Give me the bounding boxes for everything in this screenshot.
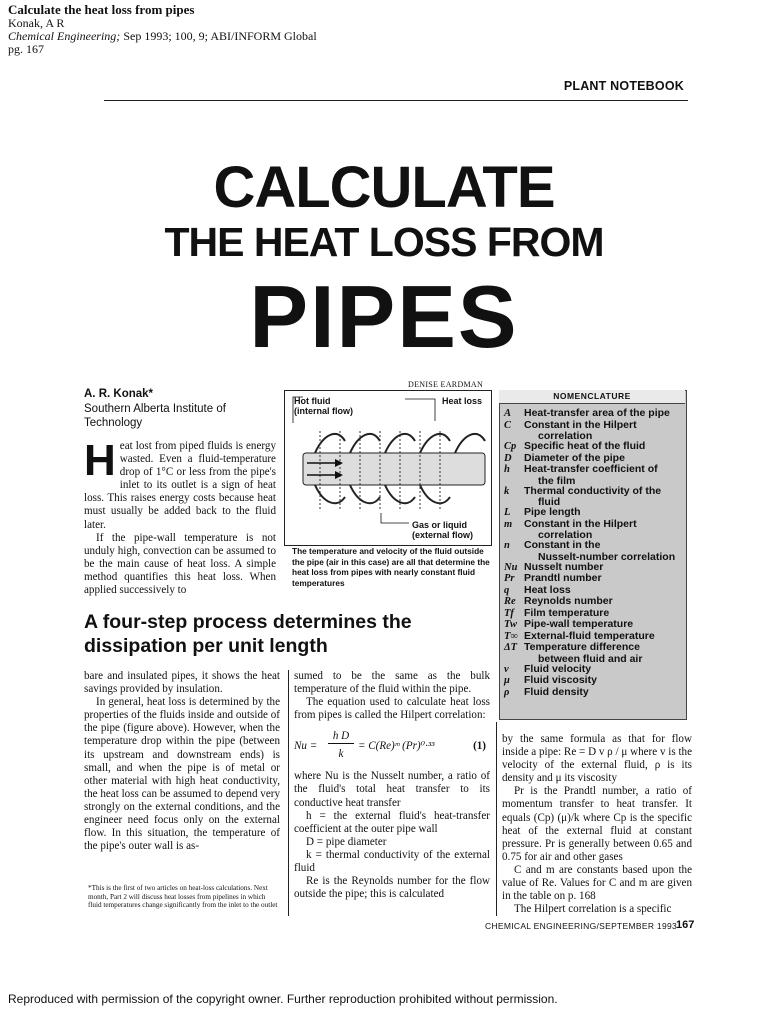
- nomenclature-item: [504, 687, 684, 699]
- nomenclature-symbol: Pr: [504, 573, 515, 584]
- nomenclature-symbol: Nu: [504, 561, 518, 573]
- nomenclature-desc-continued: between fluid and air: [538, 652, 643, 665]
- nomenclature-symbol: h: [504, 464, 510, 475]
- label-external-flow: (external flow): [412, 530, 474, 540]
- col2-paragraph-5: D = pipe diameter: [306, 835, 387, 848]
- nomenclature-symbol: ρ: [504, 686, 510, 698]
- photo-credit: DENISE EARDMAN: [408, 380, 484, 389]
- col3-paragraph-2: Pr is the Prandtl number, a ratio of momentum transfer to heat transfer. It equals (Cp) (μ)/k where Cp is the specific heat of the external fluid at constant pressure. Pr is generally between 0.65 and 0.75 for air and other gases: [502, 785, 692, 863]
- body-column-2: [294, 670, 490, 901]
- nomenclature-desc-text: Diameter of the pipe: [524, 451, 625, 464]
- nomenclature-desc-text: Reynolds number: [524, 595, 613, 607]
- nomenclature-desc-text: Temperature difference: [524, 641, 640, 653]
- nomenclature-symbol: D: [504, 452, 512, 464]
- nomenclature-desc-text: Fluid viscosity: [524, 674, 597, 686]
- eq-rhs: = C(Re)ᵐ (Pr)⁰·³³: [358, 740, 435, 753]
- nomenclature-desc-text: Fluid density: [524, 685, 589, 698]
- heat-arrow: [420, 485, 450, 503]
- nomenclature-symbol: C: [504, 419, 512, 431]
- pipe-body: [303, 453, 485, 485]
- nomenclature-symbol: A: [504, 408, 512, 419]
- col1-paragraph-2: In general, heat loss is determined by the properties of the fluids inside and outside of the pipe (figure above). However, when the temperature drop within the pipe (between its upstream and downstream ends) is small, and when the pipe is of metal or other material with high heat conductivity, the heat loss can be assumed to depend very strongly on the external conditions, and the engineer need focus only on the external flow. In this situation, the temperature of the pipe's outer wall is as-: [84, 696, 280, 853]
- nomenclature-desc-text: Pipe length: [524, 506, 581, 518]
- nomenclature-symbol: Tf: [504, 607, 514, 619]
- intro-text-1: eat lost from piped fluids is energy wasted. Even a fluid-temperature drop of 1°C or less from the pipe's inlet to its outlet is a sign of heat loss. This raises energy costs because heat must usually be added back to the fluid later.: [84, 440, 276, 531]
- heat-arrow: [350, 485, 380, 503]
- drop-cap: H: [84, 436, 116, 485]
- nomenclature-title: NOMENCLATURE: [499, 390, 685, 404]
- citation-author: Konak, A R: [8, 16, 65, 30]
- eq-number: (1): [473, 740, 486, 753]
- label-internal-flow: (internal flow): [294, 406, 353, 416]
- nomenclature-symbol: L: [504, 507, 511, 518]
- citation-title: Calculate the heat loss from pipes: [8, 2, 195, 17]
- nomenclature-desc-text: Fluid velocity: [524, 662, 592, 675]
- figure-label-heat: Heat loss: [442, 396, 483, 406]
- nomenclature-desc-text: Constant in the Hilpert: [524, 517, 637, 530]
- nomenclature-symbol: ΔT: [504, 642, 517, 653]
- leader-line: [405, 399, 435, 421]
- equation-1: [294, 728, 490, 764]
- col1-paragraph-1: bare and insulated pipes, it shows the heat savings provided by insulation.: [84, 670, 280, 696]
- nomenclature-desc-text: Constant in the: [524, 539, 601, 551]
- body-column-3: [502, 733, 692, 916]
- footer-page-number: 167: [676, 919, 695, 931]
- label-hot-fluid: Hot fluid: [294, 396, 331, 406]
- col3-paragraph-1: by the same formula as that for flow inside a pipe: Re = D v ρ / μ where v is the velocity of the external fluid, ρ is its density and μ its viscosity: [502, 733, 692, 785]
- eq-lhs: Nu =: [294, 740, 318, 753]
- eq-numerator: h D: [328, 730, 354, 744]
- col2-paragraph-1: sumed to be the same as the bulk temperature of the fluid within the pipe.: [294, 670, 490, 696]
- intro-paragraph-1: [84, 436, 276, 532]
- byline-author: A. R. Konak*: [84, 388, 154, 400]
- col2-paragraph-3: where Nu is the Nusselt number, a ratio of the fluid's total heat transfer to its conductive heat transfer: [294, 770, 490, 809]
- citation-source: [8, 30, 317, 43]
- headline-line3: PIPES: [249, 267, 519, 366]
- nomenclature-symbol: n: [504, 540, 510, 551]
- nomenclature-desc-text: Pipe-wall temperature: [524, 618, 634, 630]
- nomenclature-desc-text: Constant in the Hilpert: [524, 418, 637, 431]
- label-gas-liquid: Gas or liquid: [412, 520, 468, 530]
- nomenclature-desc-continued: correlation: [538, 529, 593, 541]
- nomenclature-desc-text: Film temperature: [524, 606, 610, 619]
- nomenclature-desc-continued: the film: [538, 474, 576, 487]
- heat-arrow: [455, 434, 485, 453]
- nomenclature-symbol: m: [504, 518, 513, 530]
- headline-line1: CALCULATE: [213, 155, 555, 220]
- nomenclature-desc-continued: correlation: [538, 430, 593, 442]
- nomenclature-desc-text: Heat-transfer area of the pipe: [524, 407, 670, 419]
- headline-line2: THE HEAT LOSS FROM: [164, 219, 604, 265]
- nomenclature-desc-text: Heat loss: [524, 583, 571, 596]
- nomenclature-desc-text: External-fluid temperature: [524, 629, 655, 642]
- nomenclature-description: [524, 687, 684, 699]
- col2-paragraph-4: h = the external fluid's heat-transfer coefficient at the outer pipe wall: [294, 809, 490, 835]
- footer-journal: CHEMICAL ENGINEERING/SEPTEMBER 1993: [485, 921, 678, 931]
- nomenclature-desc-text: Prandtl number: [524, 572, 602, 584]
- citation-page: pg. 167: [8, 42, 44, 56]
- eq-denominator: k: [338, 748, 344, 761]
- col3-paragraph-3: C and m are constants based upon the value of Re. Values for C and m are given in the table on p. 168: [502, 863, 692, 903]
- nomenclature-symbol: k: [504, 485, 510, 497]
- nomenclature-desc-text: Heat-transfer coefficient of: [524, 463, 658, 475]
- column-divider: [288, 670, 289, 916]
- col2-paragraph-2: The equation used to calculate heat loss from pipes is called the Hilpert correlation:: [294, 696, 490, 722]
- figure-label-hot: [294, 396, 353, 416]
- section-label: PLANT NOTEBOOK: [563, 79, 684, 93]
- col3-paragraph-4: The Hilpert correlation is a specific: [514, 903, 672, 916]
- figure-caption: The temperature and velocity of the fluid outside the pipe (air in this case) are all that determine the heat loss from pipes with nearly constant fluid temperatures: [292, 546, 490, 588]
- nomenclature-symbol: Cp: [504, 441, 517, 452]
- nomenclature-symbol: μ: [504, 675, 510, 686]
- citation-journal: Chemical Engineering;: [8, 29, 121, 43]
- footnote: *This is the first of two articles on heat-loss calculations. Next month, Part 2 will discuss heat losses from pipelines in which fluid temperatures change significantly from the inlet to the outlet: [88, 884, 278, 910]
- leader-line: [381, 513, 409, 523]
- figure-label-gas: [412, 520, 473, 540]
- header-rule: [104, 100, 688, 101]
- nomenclature-desc-continued: Nusselt-number correlation: [538, 550, 676, 563]
- nomenclature-desc-continued: fluid: [538, 496, 561, 508]
- nomenclature-symbol: q: [504, 584, 510, 596]
- nomenclature-desc-text: Thermal conductivity of the: [524, 484, 662, 497]
- nomenclature-symbol: Re: [504, 596, 516, 607]
- nomenclature-symbol: v: [504, 663, 509, 675]
- permission-notice: Reproduced with permission of the copyright owner. Further reproduction prohibited without permission.: [8, 992, 558, 1006]
- nomenclature-symbol: T∞: [504, 630, 518, 642]
- nomenclature-desc-text: Specific heat of the fluid: [524, 440, 646, 452]
- body-column-1: [84, 670, 280, 853]
- citation-source-rest: Sep 1993; 100, 9; ABI/INFORM Global: [120, 29, 317, 43]
- nomenclature-symbol: Tw: [504, 619, 518, 630]
- subhead: A four-step process determines the dissipation per unit length: [84, 611, 412, 657]
- heat-arrow: [420, 434, 450, 453]
- col2-paragraph-7: Re is the Reynolds number for the flow outside the pipe; this is calculated: [294, 875, 490, 901]
- intro-column: [84, 436, 276, 597]
- byline-affiliation: Southern Alberta Institute of Technology: [84, 403, 226, 429]
- intro-paragraph-2: If the pipe-wall temperature is not unduly high, convection can be assumed to be the main cause of heat loss. A simple method quantifies this heat loss. When applied successively to: [84, 531, 276, 597]
- column-divider-2: [496, 722, 497, 916]
- heat-arrow: [350, 434, 380, 453]
- col2-paragraph-6: k = thermal conductivity of the external fluid: [294, 848, 490, 875]
- nomenclature-desc-text: Nusselt number: [524, 560, 604, 573]
